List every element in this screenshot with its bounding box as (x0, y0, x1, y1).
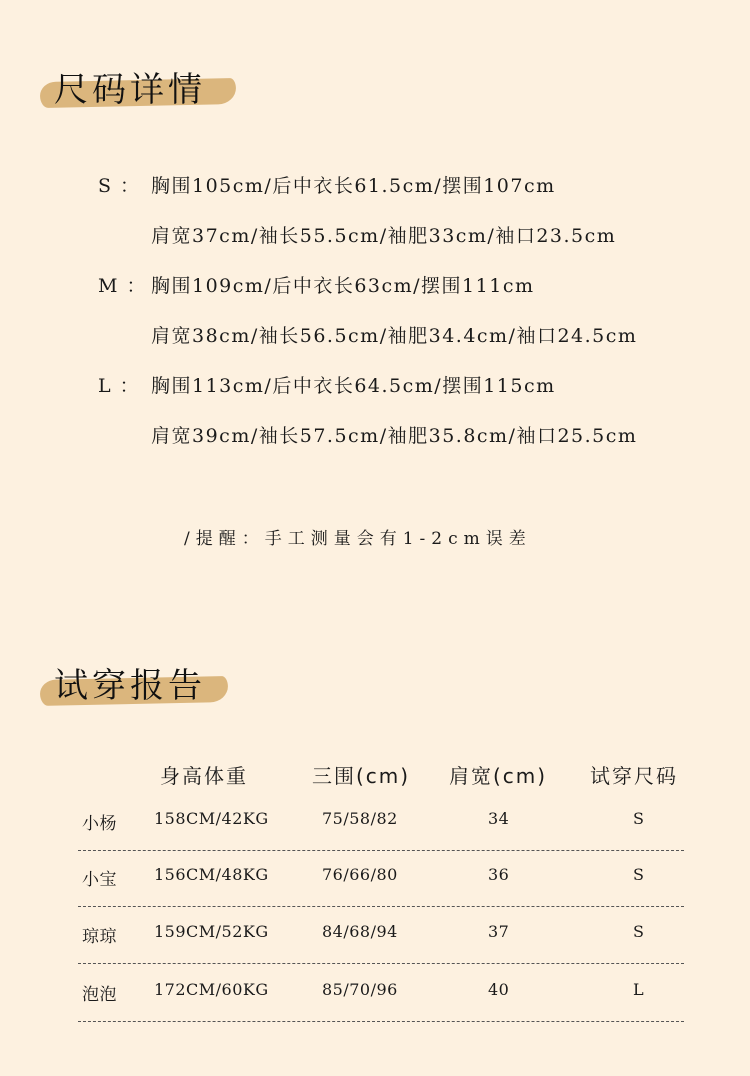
bust-waist-hip: 84/68/94 (322, 922, 398, 941)
trial-size: S (633, 809, 645, 828)
shoulder-width: 37 (488, 922, 510, 941)
dashed-divider (78, 963, 684, 964)
table-row (78, 966, 684, 1022)
trial-size: S (633, 865, 645, 884)
size-s-label: S ： (98, 175, 141, 197)
size-m-line-2: 肩宽38cm/袖长56.5cm/袖肥34.4cm/袖口24.5cm (151, 325, 638, 347)
bust-waist-hip: 85/70/96 (322, 980, 398, 999)
model-name: 小杨 (82, 814, 117, 834)
model-name: 琼琼 (82, 927, 117, 947)
dashed-divider (78, 1021, 684, 1022)
size-l-line-1: 胸围113cm/后中衣长64.5cm/摆围115cm (151, 375, 556, 397)
header-trial-size: 试穿尺码 (590, 764, 678, 788)
height-weight: 172CM/60KG (154, 980, 269, 999)
header-measurements: 三围(cm) (312, 764, 411, 788)
shoulder-width: 36 (488, 865, 510, 884)
size-s-line-2: 肩宽37cm/袖长55.5cm/袖肥33cm/袖口23.5cm (151, 225, 617, 247)
bust-waist-hip: 75/58/82 (322, 809, 398, 828)
size-m-label: M ： (98, 275, 147, 297)
shoulder-width: 40 (488, 980, 510, 999)
header-shoulder: 肩宽(cm) (449, 764, 548, 788)
height-weight: 158CM/42KG (154, 809, 269, 828)
trial-size: L (633, 980, 645, 999)
model-name: 小宝 (82, 870, 117, 890)
bust-waist-hip: 76/66/80 (322, 865, 398, 884)
measurement-note: /提醒：手工测量会有1-2cm误差 (184, 529, 532, 549)
trial-size: S (633, 922, 645, 941)
size-m-line-1: 胸围109cm/后中衣长63cm/摆围111cm (151, 275, 535, 297)
trial-report-title: 试穿报告 (54, 666, 206, 706)
table-row (78, 851, 684, 907)
size-l-label: L ： (98, 375, 141, 397)
table-row (78, 908, 684, 964)
height-weight: 159CM/52KG (154, 922, 269, 941)
size-s-line-1: 胸围105cm/后中衣长61.5cm/摆围107cm (151, 175, 556, 197)
model-name: 泡泡 (82, 985, 117, 1005)
table-row (78, 795, 684, 851)
height-weight: 156CM/48KG (154, 865, 269, 884)
shoulder-width: 34 (488, 809, 510, 828)
header-height-weight: 身高体重 (160, 764, 248, 788)
size-details-title: 尺码详情 (54, 70, 206, 110)
size-l-line-2: 肩宽39cm/袖长57.5cm/袖肥35.8cm/袖口25.5cm (151, 425, 638, 447)
dashed-divider (78, 906, 684, 907)
